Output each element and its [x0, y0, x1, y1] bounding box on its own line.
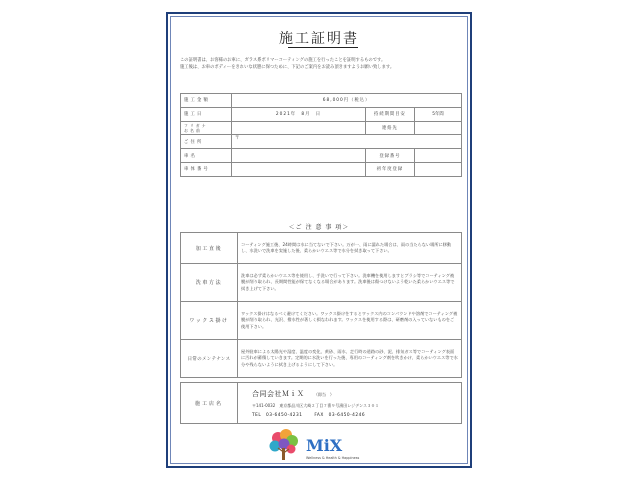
shop-name: 合同会社ＭｉＸ — [252, 389, 305, 398]
date-value: 2021年 8月 日 — [232, 107, 366, 121]
first-registration-value — [414, 162, 461, 176]
note-text: ワックス掛けはなるべく避けてください。ワックス掛けをするとワックス内のコンパウンドや溶剤でコーティング被膜が削り取られ、光沢、撥水性が著しく損なわれます。ワックスを使用する際は、研磨剤の入っていないものをご使用下さい。 — [238, 302, 462, 340]
amount-label: 施工金額 — [181, 94, 232, 108]
note-label: 日常のメンテナンス — [181, 340, 238, 378]
note-label: 洗車方法 — [181, 264, 238, 302]
title-underline — [288, 47, 358, 48]
note-text: 洗車は必ず柔らかいウエス等を使用し、手洗いで行って下さい。洗車機を使用しますとブラシ等でコーティング被膜が削り取られ、長期間性能が保てなくなる場合があります。洗車後は傷つけないよう乾いた柔らかいウエス等で拭き上げて下さい。 — [238, 264, 462, 302]
table-row — [181, 121, 462, 135]
address-value: 〒 — [232, 135, 462, 149]
intro-line-2: 施工後は、お車のボディーをきれいな状態に保つために、下記のご案内をお読み頂きますようお願い致します。 — [180, 64, 395, 70]
table-row — [181, 149, 462, 163]
note-text: コーティング施工後、24時間は水に当てないで下さい。万が一、雨に濡れた場合は、雨の当たらない場所に移動し、水洗いで洗車を実施した後、柔らかいウエス等で水分を拭き取って下さい。 — [238, 233, 462, 264]
first-registration-label: 初年度登録 — [365, 162, 414, 176]
car-label: 車名 — [181, 149, 232, 163]
table-row — [181, 233, 462, 264]
name-label: お名前 — [184, 127, 202, 133]
registration-label: 登録番号 — [365, 149, 414, 163]
shop-phone-fax — [252, 412, 458, 418]
certificate-title: 施工証明書 — [279, 31, 359, 47]
table-row — [181, 107, 462, 121]
table-row — [181, 162, 462, 176]
registration-value — [414, 149, 461, 163]
shop-label: 施工店名 — [181, 383, 238, 424]
logo-text: MiX — [306, 436, 343, 455]
amount-value: 68,000円（税込） — [232, 94, 462, 108]
contact-value — [414, 121, 461, 135]
note-label: 加工直後 — [181, 233, 238, 264]
table-row — [181, 302, 462, 340]
period-value: 5年間 — [414, 107, 461, 121]
info-table — [180, 93, 462, 177]
certificate-frame — [166, 12, 472, 468]
chassis-label: 車体番号 — [181, 162, 232, 176]
mix-logo-graphic — [264, 426, 384, 466]
shop-info — [238, 383, 462, 424]
table-row — [181, 340, 462, 378]
address-label: ご住所 — [181, 135, 232, 149]
shop-fax: FAX 03-6450-4246 — [314, 412, 366, 418]
car-value — [232, 149, 366, 163]
table-row — [181, 94, 462, 108]
shop-address: 〒141-0032 東京都品川区大崎２丁目７番９号濱田レジデンス３０１ — [252, 402, 379, 408]
intro-text — [180, 58, 460, 71]
note-label: ワックス掛け — [181, 302, 238, 340]
name-label-cell — [181, 121, 232, 135]
note-text: 屋外駐車による太陽光や湿度、温度の変化、黄砂、雨水、走行時の道路の砂、泥、排気ガス等でコーティング表面に汚れが蓄積していきます。定期的に水洗いを行った後、専用のコーティング剤を吹きかけ、柔らかいウエス等で水分や残らないように拭き上げるようにして下さい。 — [238, 340, 462, 378]
table-row — [181, 135, 462, 149]
chassis-value — [232, 162, 366, 176]
date-label: 施工日 — [181, 107, 232, 121]
notes-title: ＜ご 注 意 事 項＞ — [288, 224, 350, 231]
logo-tagline: Wellness & Health & Happiness — [306, 456, 360, 460]
intro-line-1: この証明書は、お客様のお車に、ガラス系ポリマーコーティングの施工を行ったことを証明するものです。 — [180, 58, 386, 63]
tree-icon — [270, 429, 299, 460]
furigana-label: フリガナ — [184, 122, 208, 128]
contact-label: 連絡先 — [365, 121, 414, 135]
period-label: 持続期間目安 — [365, 107, 414, 121]
table-row — [181, 383, 462, 424]
table-row — [181, 264, 462, 302]
shop-table — [180, 382, 462, 424]
shop-tel: TEL 03-6450-4231 — [252, 412, 303, 418]
shop-stamp: （即当 ） — [313, 391, 334, 397]
notes-table — [180, 232, 462, 378]
mix-logo — [264, 426, 384, 466]
name-value — [232, 121, 366, 135]
